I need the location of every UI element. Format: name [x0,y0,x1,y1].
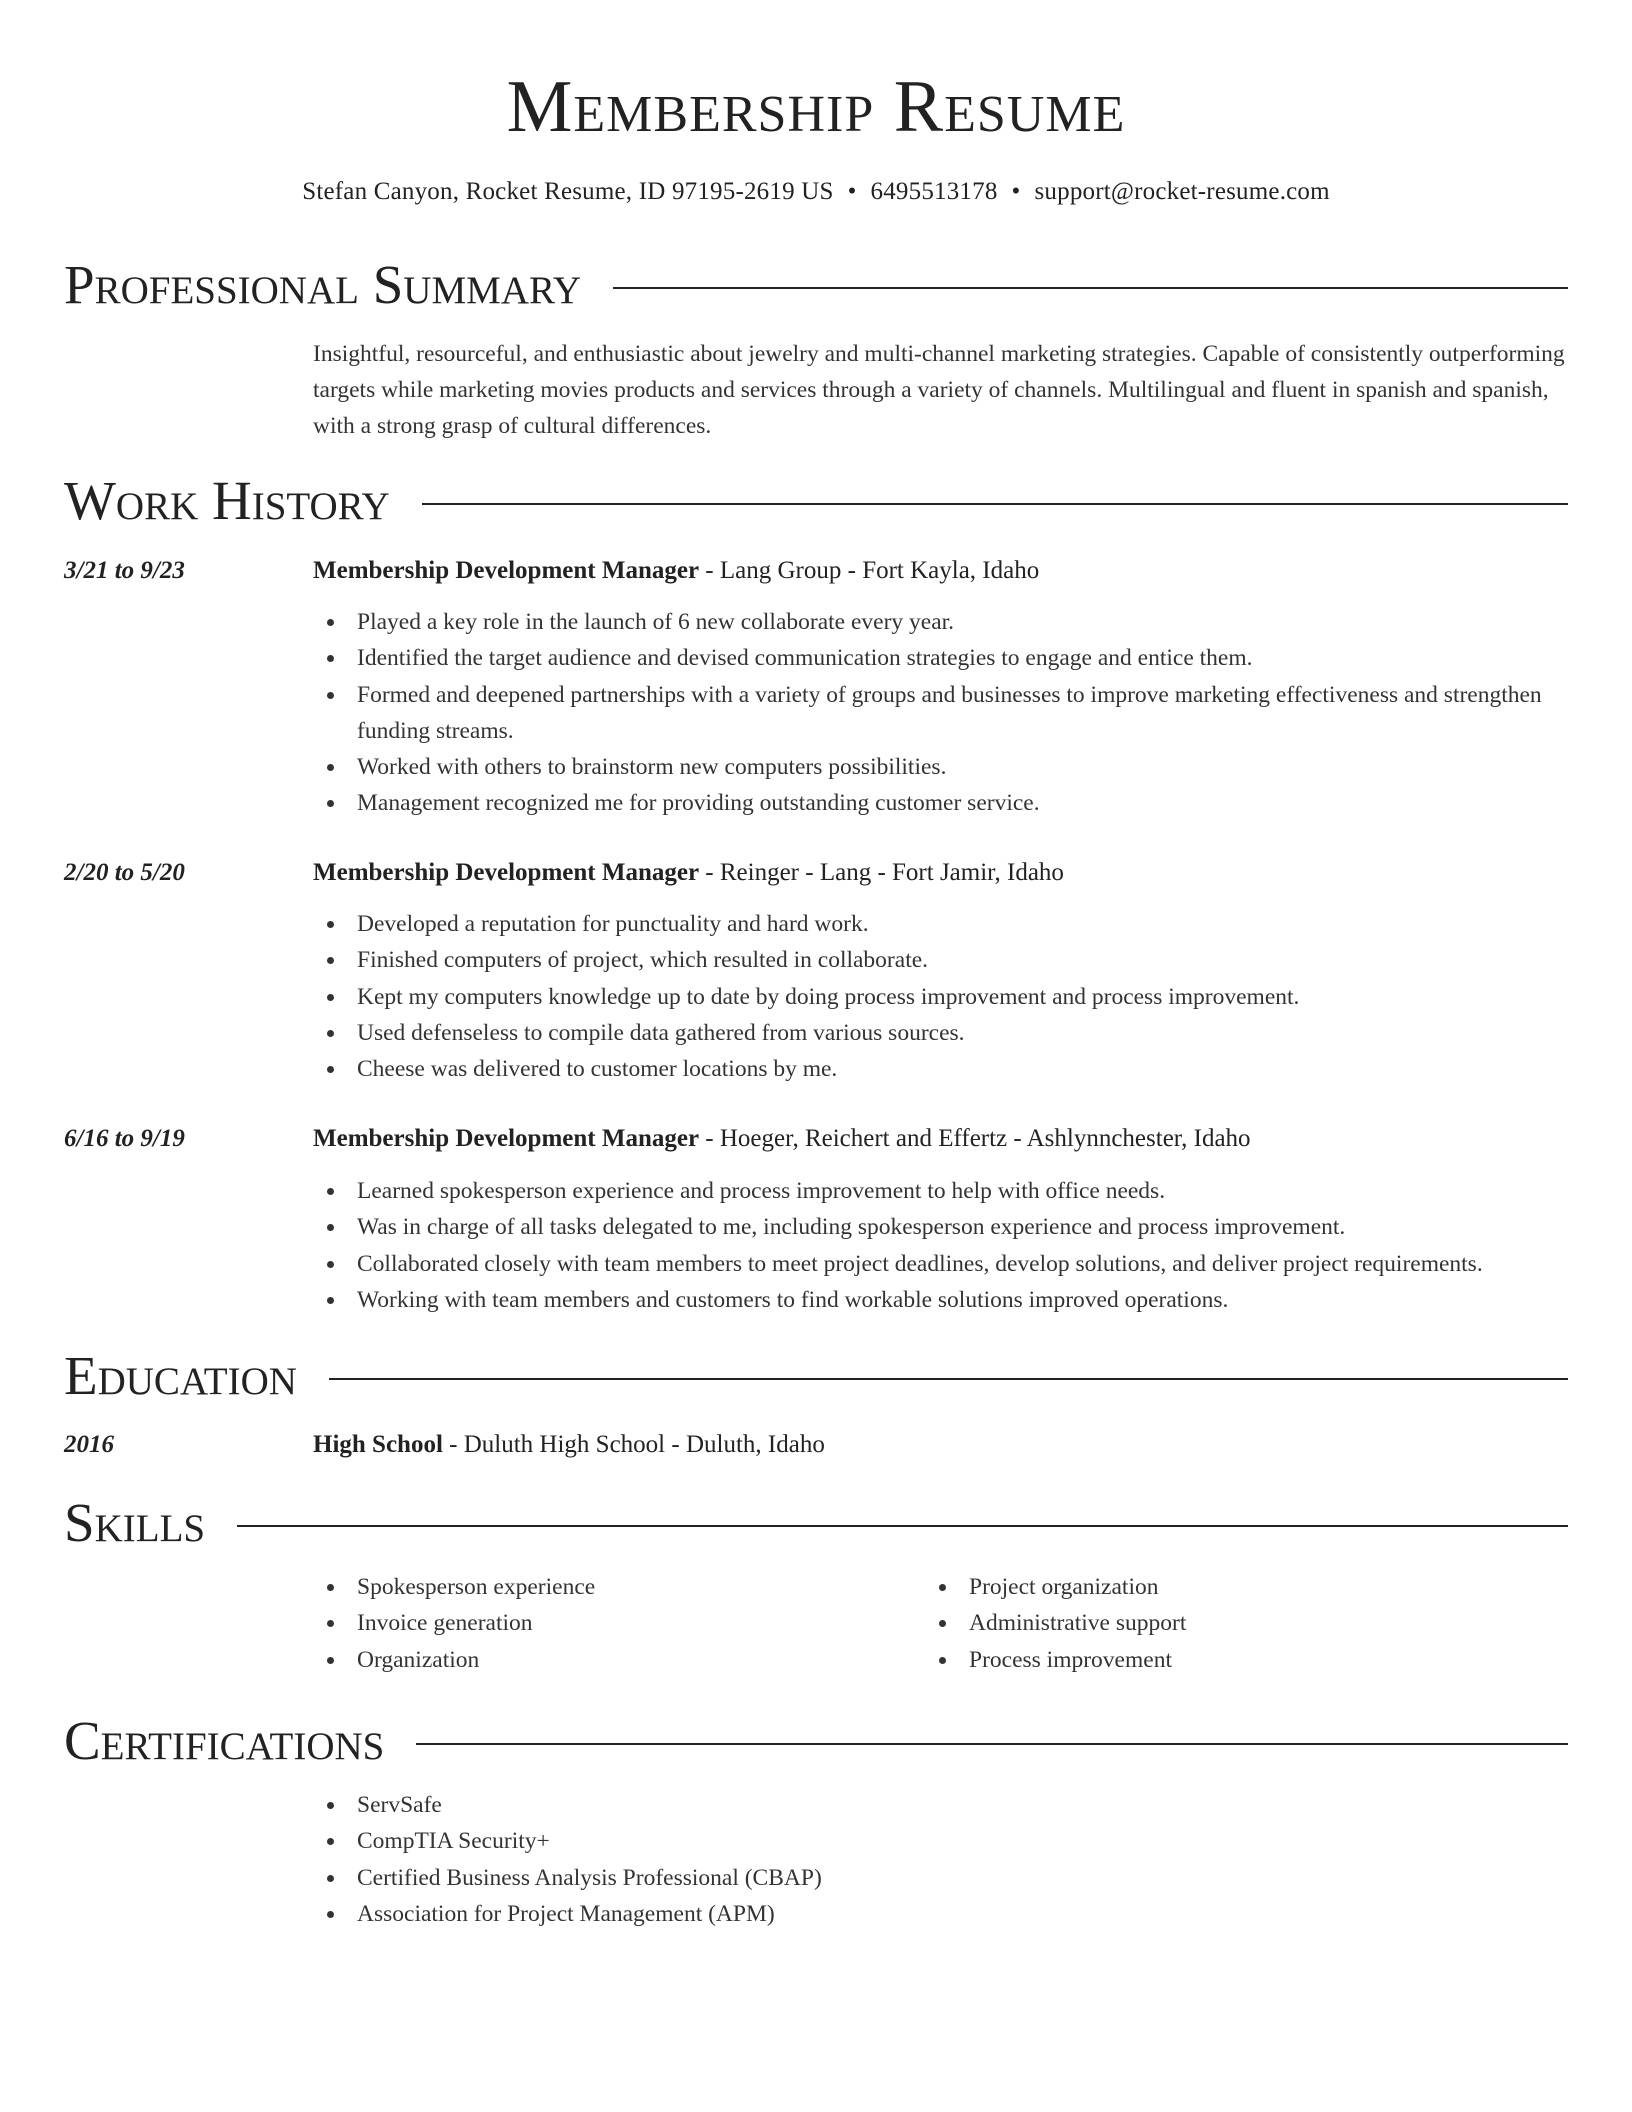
certification-item: ServSafe [313,1787,1569,1823]
section-title-skills: Skills [64,1492,206,1553]
job-heading [313,1119,1251,1159]
skill-item: Invoice generation [313,1605,913,1641]
job-bullet: Learned spokesperson experience and process improvement to help with office needs. [313,1173,1569,1209]
job-title: Membership Development Manager [313,1125,700,1152]
section-title-education: Education [64,1345,297,1406]
contact-separator: • [847,178,857,205]
certifications-section-header [64,1706,1568,1776]
section-divider [422,503,1568,505]
job-bullet: Developed a reputation for punctuality and hard work. [313,906,1569,942]
job-bullets [313,1173,1569,1318]
section-title-certifications: Certifications [64,1710,385,1771]
summary-text: Insightful, resourceful, and enthusiastic about jewelry and multi-channel marketing strategies. Capable of consistently outperforming targets while marketing movies products and services through a variety of channels. Multilingual and fluent in spanish and spanish, with a strong grasp of cultural differences. [313,341,1565,439]
skill-item: Administrative support [925,1605,1525,1641]
job-heading [313,551,1039,591]
resume-name: Membership Resume [506,66,1126,148]
section-divider [237,1525,1568,1527]
job-bullet: Identified the target audience and devised communication strategies to engage and entice them. [313,640,1569,676]
contact-line [0,172,1632,212]
job-bullet: Used defenseless to compile data gathered from various sources. [313,1015,1569,1051]
section-title-work: Work History [64,470,390,531]
contact-email: support@rocket-resume.com [1034,178,1330,205]
job-title: Membership Development Manager [313,557,700,584]
skills-section-header [64,1488,1568,1558]
job-employer: - Lang Group - Fort Kayla, Idaho [699,557,1040,584]
job-bullet: Formed and deepened partnerships with a variety of groups and businesses to improve marketing effectiveness and strengthen funding streams. [313,677,1569,750]
education-year: 2016 [64,1431,114,1458]
section-divider [329,1378,1568,1380]
contact-phone: 6495513178 [870,178,998,205]
job-bullet: Was in charge of all tasks delegated to me, including spokesperson experience and process improvement. [313,1209,1569,1245]
job-dates: 3/21 to 9/23 [64,557,185,584]
job-bullet: Cheese was delivered to customer locations by me. [313,1051,1569,1087]
skills-list-left [313,1569,913,1678]
job-bullet: Kept my computers knowledge up to date by doing process improvement and process improvement. [313,979,1569,1015]
section-title-summary: Professional Summary [64,254,582,315]
skill-item: Organization [313,1642,913,1678]
work-section-header [64,466,1568,536]
job-dates: 6/16 to 9/19 [64,1125,185,1152]
certification-item: Certified Business Analysis Professional (CBAP) [313,1860,1569,1896]
job-employer: - Reinger - Lang - Fort Jamir, Idaho [699,859,1064,886]
summary-section-header [64,250,1568,320]
education-school: - Duluth High School - Duluth, Idaho [442,1431,825,1458]
section-divider [613,287,1568,289]
job-dates: 2/20 to 5/20 [64,859,185,886]
job-bullet: Played a key role in the launch of 6 new collaborate every year. [313,604,1569,640]
job-bullets [313,906,1569,1087]
skill-item: Process improvement [925,1642,1525,1678]
skills-list-right [925,1569,1525,1678]
contact-separator: • [1011,178,1021,205]
job-bullet: Worked with others to brainstorm new computers possibilities. [313,749,1569,785]
job-heading [313,853,1064,893]
education-section-header [64,1341,1568,1411]
section-divider [416,1743,1568,1745]
job-bullets [313,604,1569,822]
job-bullet: Working with team members and customers to find workable solutions improved operations. [313,1282,1569,1318]
job-bullet: Collaborated closely with team members to meet project deadlines, develop solutions, and deliver project requirements. [313,1246,1569,1282]
job-bullet: Management recognized me for providing outstanding customer service. [313,785,1569,821]
skill-item: Project organization [925,1569,1525,1605]
certifications-list [313,1787,1569,1932]
job-title: Membership Development Manager [313,859,700,886]
education-entry [313,1425,825,1465]
job-employer: - Hoeger, Reichert and Effertz - Ashlynnchester, Idaho [699,1125,1251,1152]
certification-item: Association for Project Management (APM) [313,1896,1569,1932]
skill-item: Spokesperson experience [313,1569,913,1605]
education-degree: High School [313,1431,443,1458]
job-bullet: Finished computers of project, which resulted in collaborate. [313,942,1569,978]
certification-item: CompTIA Security+ [313,1823,1569,1859]
contact-address: Stefan Canyon, Rocket Resume, ID 97195-2619 US [302,178,834,205]
